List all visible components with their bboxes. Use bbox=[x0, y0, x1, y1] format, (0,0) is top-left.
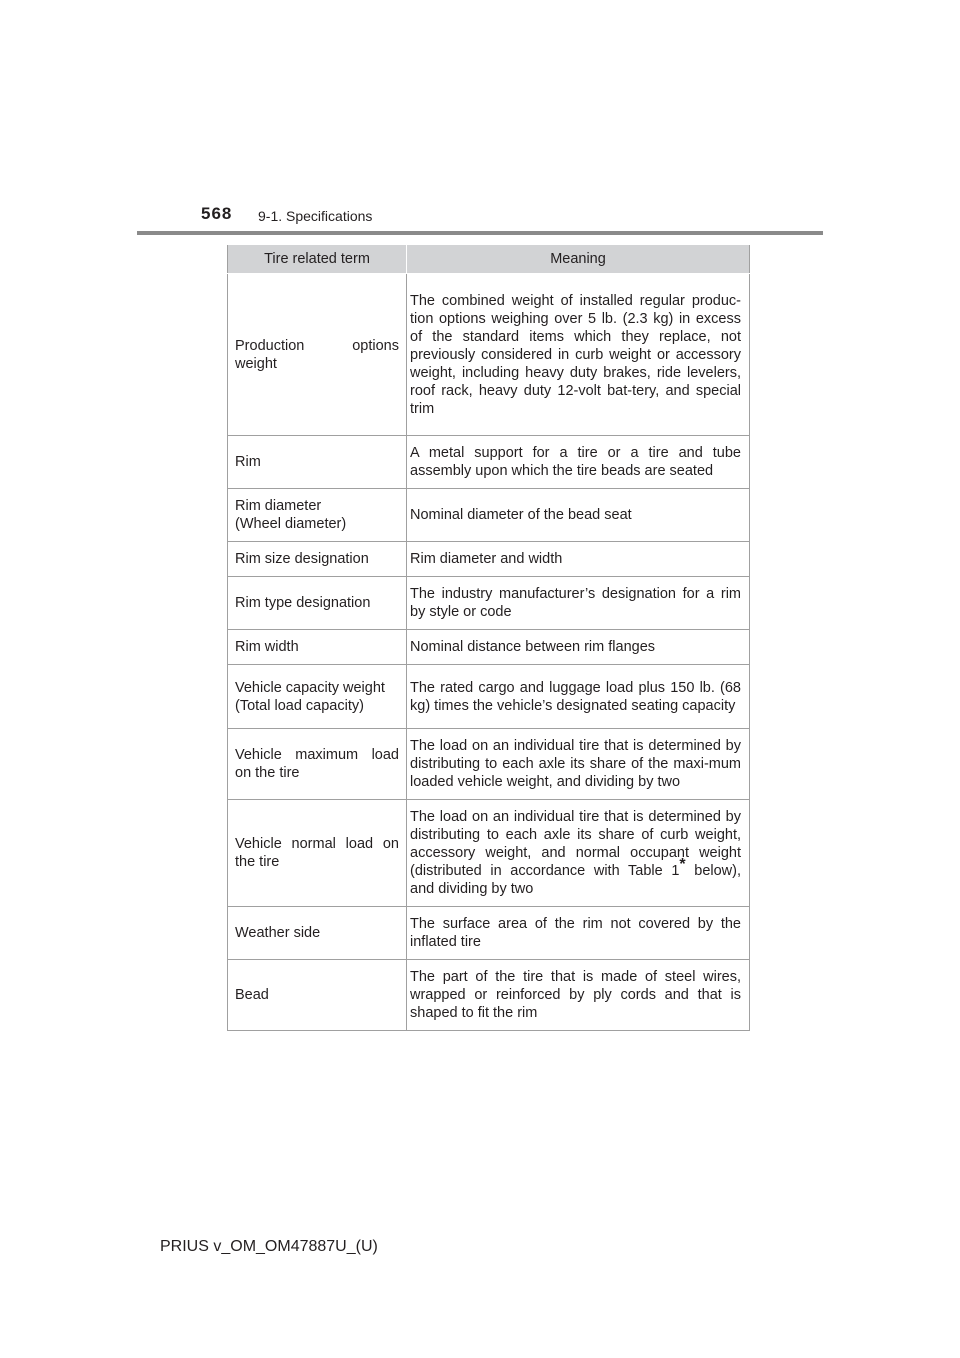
meaning-cell: Rim diameter and width bbox=[407, 542, 750, 577]
term-cell: Bead bbox=[228, 960, 407, 1031]
table-header-row bbox=[228, 245, 750, 274]
table-row bbox=[228, 577, 750, 630]
term-cell: Vehicle maximum load on the tire bbox=[228, 729, 407, 800]
meaning-text: The load on an individual tire that is determined by distributing to each axle its share of curb weight, accessory weight, and normal occupant weight (distributed in accordance with Table 1 bbox=[410, 809, 741, 879]
meaning-cell: The load on an individual tire that is determined by distributing to each axle its share of the maxi-mum loaded vehicle weight, and dividing by two bbox=[407, 729, 750, 800]
footnote-marker: * bbox=[679, 856, 686, 874]
table-row bbox=[228, 800, 750, 907]
term-cell: Rim bbox=[228, 436, 407, 489]
column-header-term: Tire related term bbox=[228, 245, 407, 274]
term-cell: Rim width bbox=[228, 630, 407, 665]
term-line: (Total load capacity) bbox=[235, 697, 364, 714]
table-row bbox=[228, 907, 750, 960]
term-cell bbox=[228, 665, 407, 729]
term-line: Vehicle capacity weight bbox=[235, 679, 385, 696]
page-number: 568 bbox=[201, 204, 233, 223]
table-row bbox=[228, 729, 750, 800]
tire-terms-table bbox=[227, 245, 750, 1031]
table-row bbox=[228, 274, 750, 436]
term-cell: Rim type designation bbox=[228, 577, 407, 630]
term-cell bbox=[228, 489, 407, 542]
section-title: 9-1. Specifications bbox=[258, 208, 373, 224]
table-row bbox=[228, 665, 750, 729]
term-cell: Rim size designation bbox=[228, 542, 407, 577]
term-line: Rim diameter bbox=[235, 498, 322, 514]
meaning-cell: The industry manufacturer’s designation for a rim by style or code bbox=[407, 577, 750, 630]
term-cell: Vehicle normal load on the tire bbox=[228, 800, 407, 907]
meaning-cell: A metal support for a tire or a tire and tube assembly upon which the tire beads are seated bbox=[407, 436, 750, 489]
term-cell: Production options weight bbox=[228, 274, 407, 436]
header-divider bbox=[137, 231, 823, 235]
meaning-text-end: below), and dividing by two bbox=[410, 863, 742, 897]
term-line: (Wheel diameter) bbox=[235, 516, 347, 532]
table-row bbox=[228, 489, 750, 542]
meaning-cell: The surface area of the rim not covered by the inflated tire bbox=[407, 907, 750, 960]
term-cell: Weather side bbox=[228, 907, 407, 960]
document-code: PRIUS v_OM_OM47887U_(U) bbox=[160, 1238, 378, 1255]
meaning-cell bbox=[407, 800, 750, 907]
column-header-meaning: Meaning bbox=[407, 245, 750, 274]
meaning-cell: Nominal diameter of the bead seat bbox=[407, 489, 750, 542]
table-row bbox=[228, 542, 750, 577]
meaning-cell: Nominal distance between rim flanges bbox=[407, 630, 750, 665]
meaning-cell: The part of the tire that is made of steel wires, wrapped or reinforced by ply cords and that is shaped to fit the rim bbox=[407, 960, 750, 1031]
meaning-cell: The rated cargo and luggage load plus 150 lb. (68 kg) times the vehicle’s designated seating capacity bbox=[407, 665, 750, 729]
table-row bbox=[228, 630, 750, 665]
meaning-cell: The combined weight of installed regular produc-tion options weighing over 5 lb. (2.3 kg) in excess of the standard items which they replace, not previously considered in curb weight or accessory weight, including heavy duty brakes, ride levelers, roof rack, heavy duty 12-volt bat-tery, and special trim bbox=[407, 274, 750, 436]
table-row bbox=[228, 960, 750, 1031]
table-row bbox=[228, 436, 750, 489]
